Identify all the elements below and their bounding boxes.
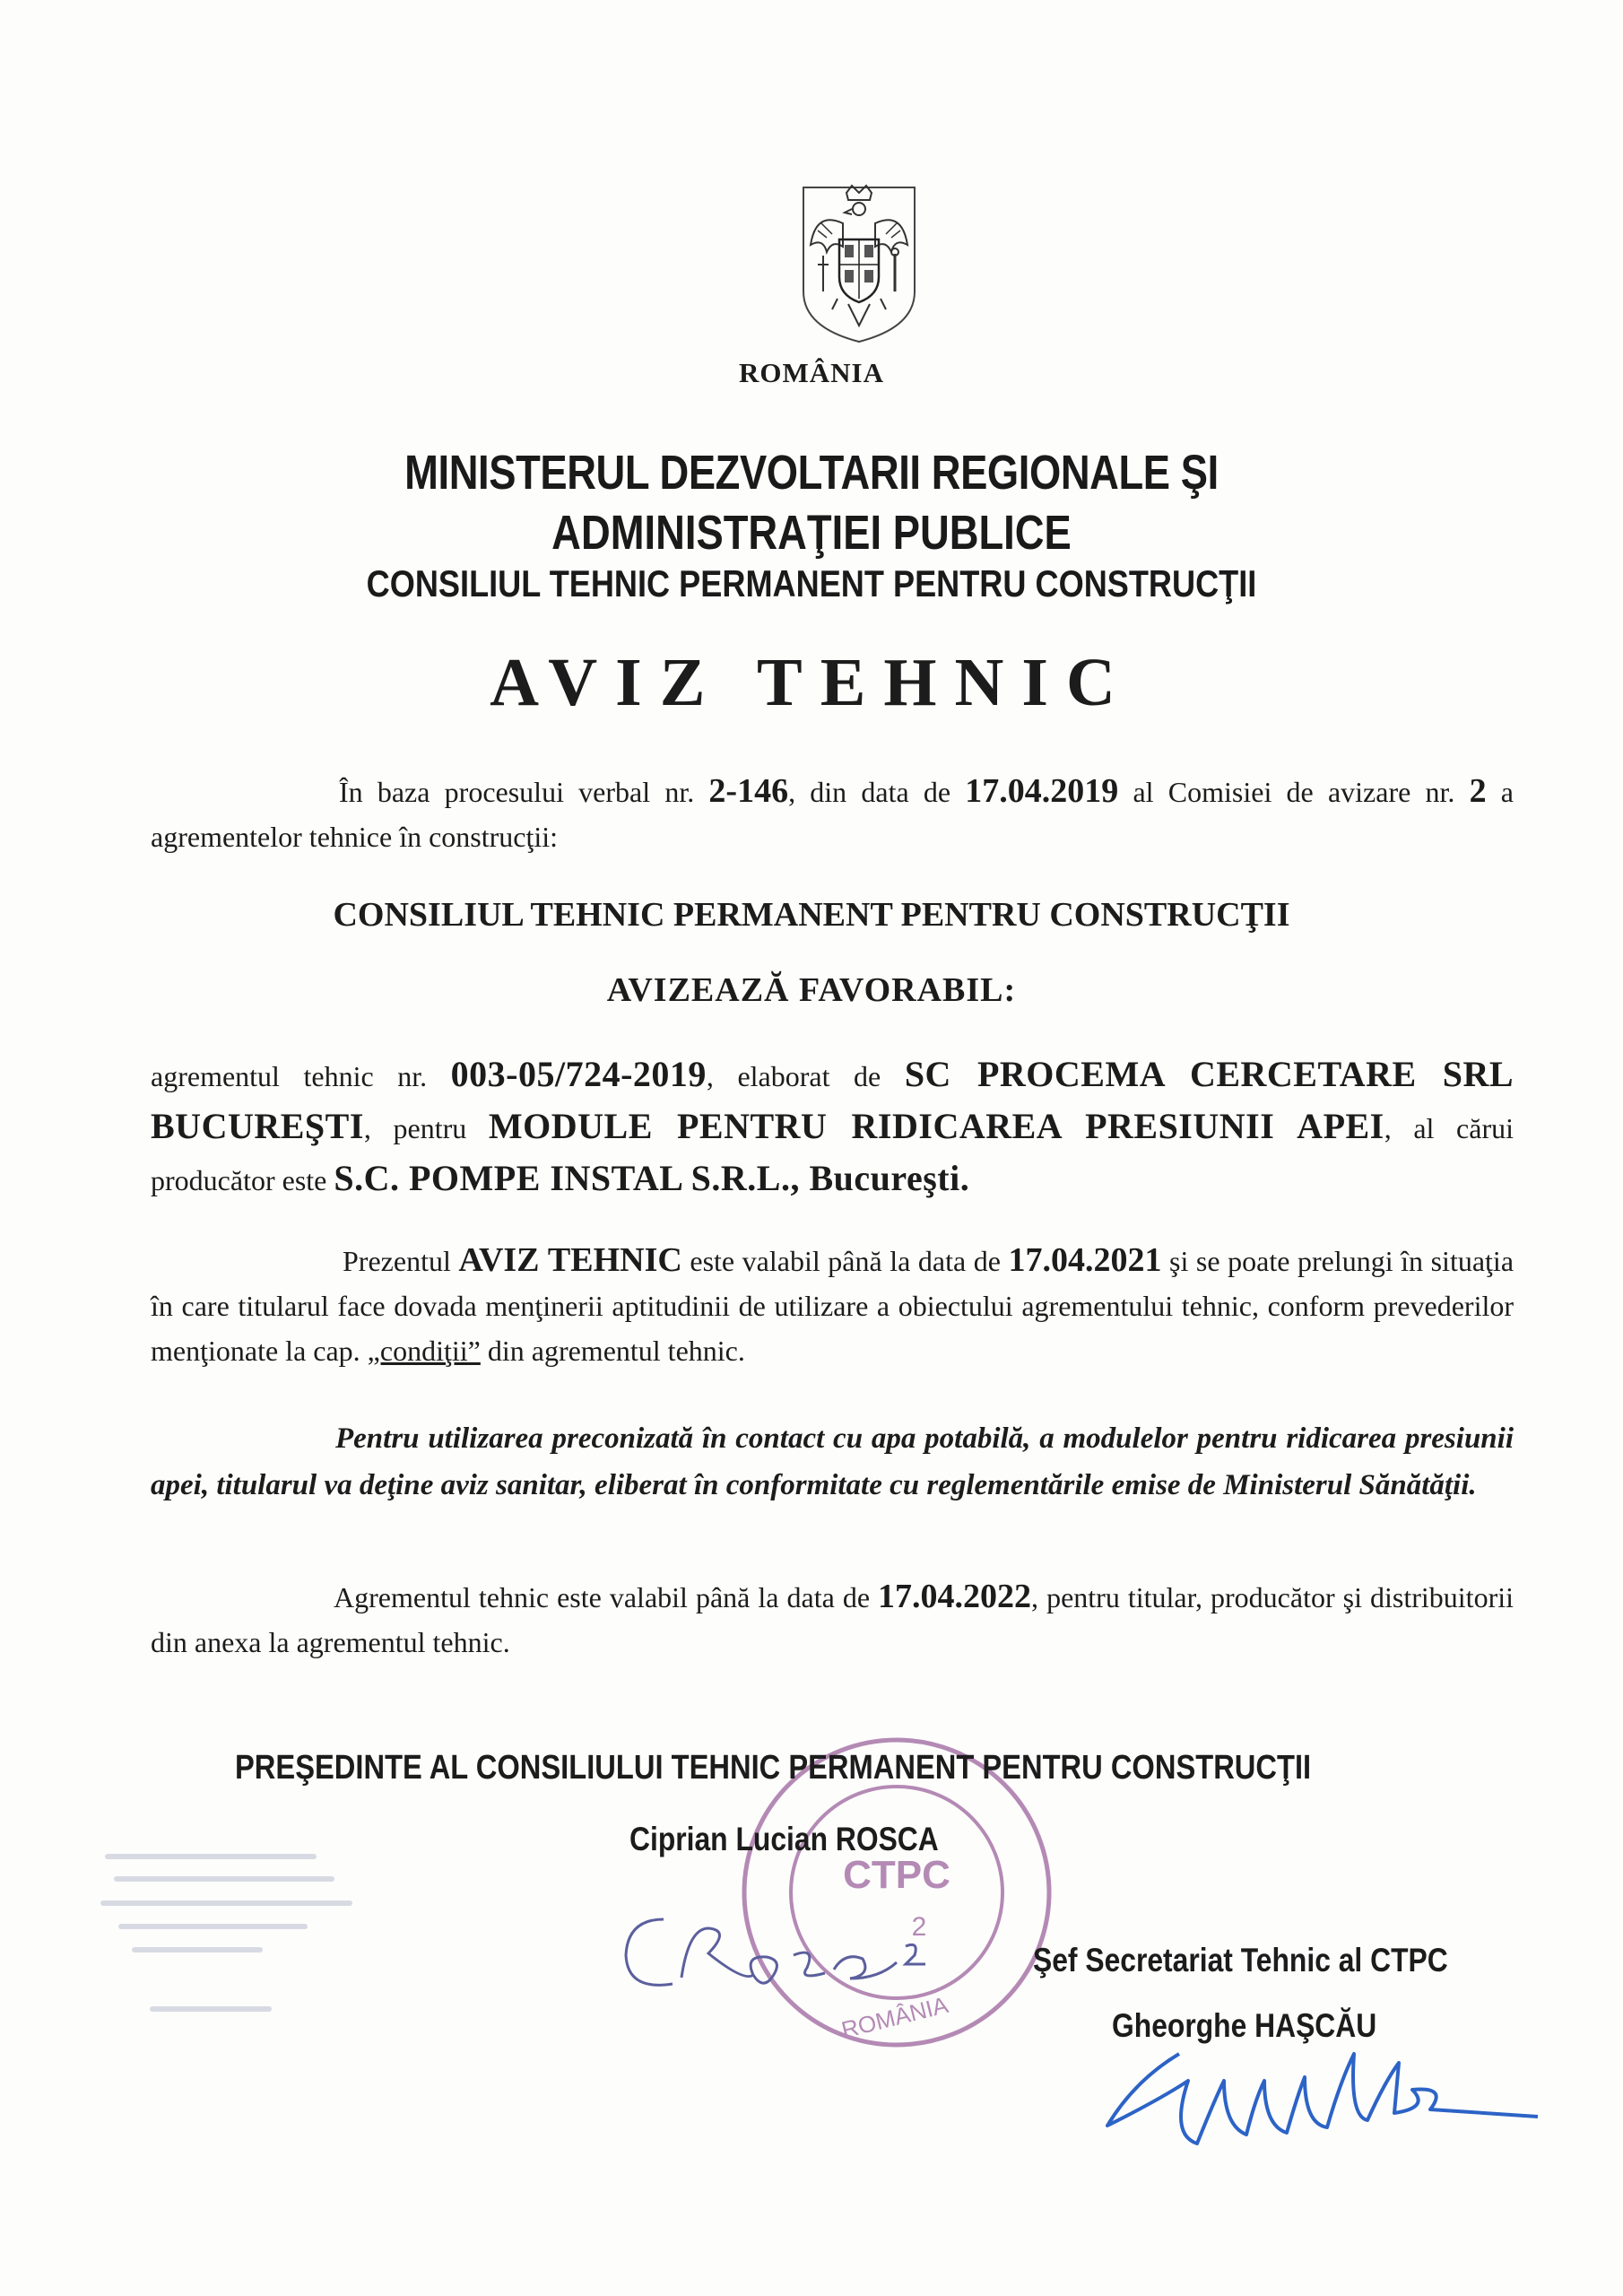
text: Agrementul tehnic este valabil până la data de: [334, 1581, 879, 1613]
president-signature: [610, 1892, 986, 2009]
text: , pentru: [363, 1112, 489, 1144]
text: şi se poate prelungi în situaţia în care titularul face dovada menţinerii aptitudinii de utilizare a obiectului agrementului tehnic, conform prevederilor menţionate la cap.: [151, 1245, 1515, 1367]
secretary-name: Gheorghe HAŞCĂU: [1112, 2007, 1377, 2044]
stamp-bottom-text: ROMÂNIA: [838, 1991, 951, 2044]
text: , al cărui producător este: [151, 1112, 1515, 1196]
text: al Comisiei de avizare nr.: [1118, 776, 1470, 808]
elaborator-name: SC PROCEMA CERCETARE SRL BUCUREŞTI: [151, 1054, 1515, 1146]
product-name: MODULE PENTRU RIDICAREA PRESIUNII APEI: [488, 1106, 1384, 1146]
text: Prezentul: [343, 1245, 459, 1277]
paragraph-agrement-validity: [151, 1574, 1514, 1665]
council-statement: CONSILIUL TEHNIC PERMANENT PENTRU CONSTRUCŢII: [333, 896, 1290, 934]
agrement-number: 003-05/724-2019: [450, 1054, 707, 1094]
paragraph-agrement: [151, 1049, 1514, 1205]
commission-number: 2: [1469, 772, 1487, 810]
paragraph-proces-verbal: [151, 769, 1514, 859]
paragraph-sanitary-note: Pentru utilizarea preconizată în contact cu apa potabilă, a modulelor pentru ridicarea presiunii apei, titularul va deţine aviz sanitar, eliberat în conformitate cu reglementările emise de Ministerul Sănătăţii.: [151, 1422, 1514, 1501]
text: , din data de: [788, 776, 966, 808]
president-role: PREŞEDINTE AL CONSILIULUI TEHNIC PERMANENT PENTRU CONSTRUCŢII: [235, 1749, 1312, 1787]
secretary-role: Şef Secretariat Tehnic al CTPC: [1033, 1942, 1448, 1979]
stamp-number: 2: [911, 1912, 927, 1942]
secretary-signature: [1089, 2027, 1556, 2170]
president-name: Ciprian Lucian ROSCA: [629, 1821, 939, 1857]
text: , pentru titular, producător şi distribuitorii din anexa la agrementul tehnic.: [151, 1581, 1515, 1658]
producer-name: S.C. POMPE INSTAL S.R.L., Bucureşti.: [334, 1158, 970, 1198]
proces-verbal-date: 17.04.2019: [965, 772, 1119, 810]
stamp-center-text: CTPC: [843, 1853, 950, 1897]
council-name: CONSILIUL TEHNIC PERMANENT PENTRU CONSTRUCŢII: [366, 562, 1257, 604]
ministry-title-line1: MINISTERUL DEZVOLTARII REGIONALE ŞI: [404, 446, 1219, 500]
aviz-label: AVIZ TEHNIC: [458, 1241, 682, 1279]
proces-verbal-number: 2-146: [708, 772, 789, 810]
text: a agrementelor tehnice în construcţii:: [151, 776, 1515, 853]
aviz-valid-date: 17.04.2021: [1008, 1241, 1162, 1279]
text: este valabil până la data de: [681, 1245, 1009, 1277]
romania-coat-of-arms-icon: [796, 184, 922, 345]
text: agrementul tehnic nr.: [151, 1060, 451, 1092]
text: din agrementul tehnic.: [480, 1335, 745, 1367]
chapter-reference: „condiţii”: [367, 1335, 481, 1367]
country-name: ROMÂNIA: [739, 357, 884, 388]
document-title: AVIZ TEHNIC: [490, 645, 1133, 720]
text: În baza procesului verbal nr.: [339, 776, 709, 808]
favorable-statement: AVIZEAZĂ FAVORABIL:: [606, 971, 1017, 1009]
text: , elaborat de: [706, 1060, 905, 1092]
agrement-valid-date: 17.04.2022: [878, 1578, 1032, 1615]
paragraph-validity: [151, 1238, 1514, 1373]
ministry-title-line2: ADMINISTRAŢIEI PUBLICE: [551, 506, 1072, 560]
faded-stamp-remnant: [99, 1839, 359, 2036]
